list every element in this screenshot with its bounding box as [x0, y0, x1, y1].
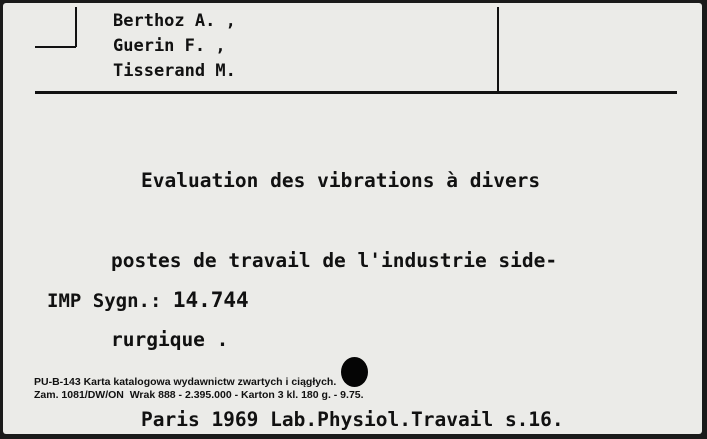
footer-line-2: Zam. 1081/DW/ON Wrak 888 - 2.395.000 - Karton 3 kl. 180 g. - 9.75.	[34, 388, 364, 401]
header-left-tick	[35, 46, 76, 48]
footer-line-1: PU-B-143 Karta katalogowa wydawnictw zwartych i ciągłych.	[34, 376, 337, 388]
author-3: Tisserand M.	[113, 61, 236, 81]
header-rule	[35, 91, 677, 94]
signature-value: 14.744	[172, 288, 249, 312]
authors-block	[113, 9, 236, 84]
title-line-3: rurgique .	[111, 328, 229, 351]
title-line-1: Evaluation des vibrations à divers	[141, 169, 541, 192]
signature-line	[47, 288, 249, 312]
punch-hole	[341, 357, 368, 387]
catalog-card	[3, 3, 702, 434]
card-footer	[34, 376, 364, 401]
publication-line: Paris 1969 Lab.Physiol.Travail s.16.	[141, 407, 564, 431]
signature-label: IMP Sygn.:	[47, 290, 162, 312]
header-left-divider	[75, 7, 77, 47]
header-right-divider	[497, 7, 499, 91]
author-2: Guerin F. ,	[113, 36, 226, 56]
author-1: Berthoz A. ,	[113, 11, 236, 31]
title-line-2: postes de travail de l'industrie side-	[111, 248, 558, 272]
